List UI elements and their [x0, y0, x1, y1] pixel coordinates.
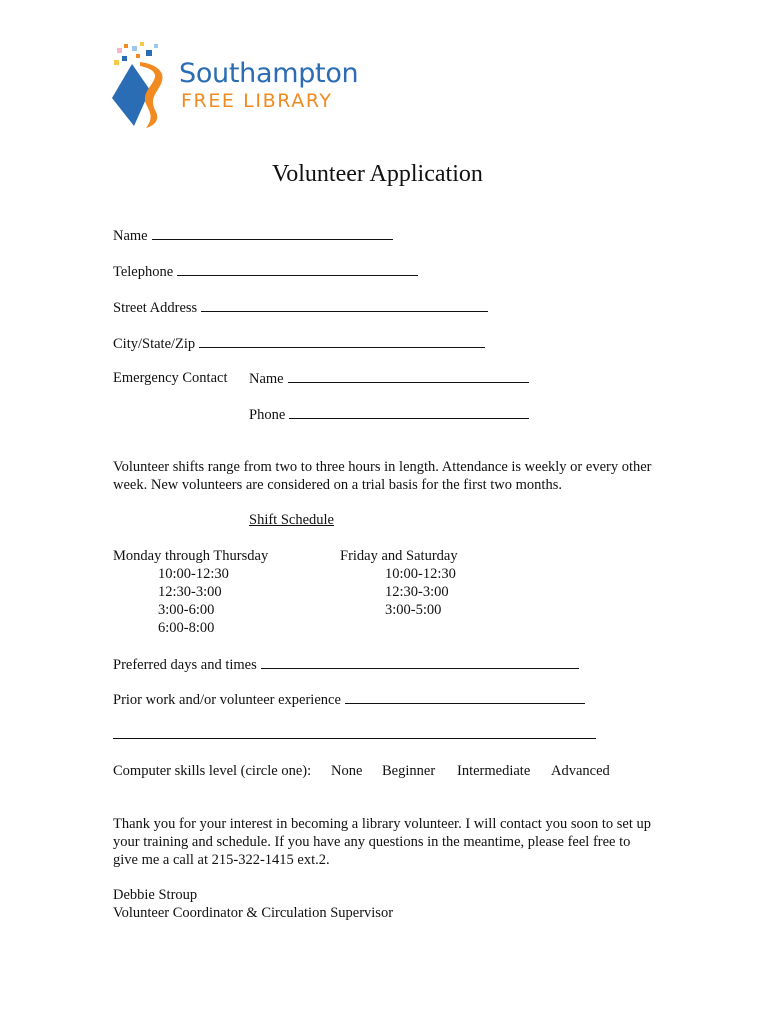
library-logo-mark-icon [110, 42, 180, 134]
emergency-phone-field [249, 405, 529, 424]
shift-schedule-heading: Shift Schedule [249, 512, 334, 528]
weekday-time: 12:30-3:00 [158, 584, 222, 600]
city-state-zip-field [113, 334, 485, 353]
telephone-label: Telephone [113, 264, 174, 280]
name-input-line[interactable] [152, 226, 393, 240]
telephone-field [113, 262, 418, 281]
weekday-time: 10:00-12:30 [158, 566, 229, 582]
emergency-name-input-line[interactable] [288, 369, 529, 383]
city-state-zip-label: City/State/Zip [113, 336, 196, 352]
library-name-line1: Southampton [179, 58, 359, 89]
street-address-label: Street Address [113, 300, 198, 316]
weekend-time: 12:30-3:00 [385, 584, 449, 600]
computer-skills-label: Computer skills level (circle one): [113, 763, 312, 779]
shifts-paragraph: Volunteer shifts range from two to three hours in length. Attendance is weekly or every other week. New volunteers are considered on a trial basis for the first two months. [113, 459, 652, 493]
street-address-field [113, 298, 488, 317]
signature-name: Debbie Stroup [113, 887, 198, 903]
telephone-input-line[interactable] [177, 262, 418, 276]
preferred-times-label: Preferred days and times [113, 657, 257, 673]
library-name-line2: FREE LIBRARY [181, 90, 333, 112]
city-state-zip-input-line[interactable] [199, 334, 485, 348]
street-address-input-line[interactable] [201, 298, 488, 312]
weekday-time: 6:00-8:00 [158, 620, 215, 636]
skill-option-intermediate[interactable]: Intermediate [457, 763, 531, 779]
page-title: Volunteer Application [272, 161, 483, 187]
emergency-contact-label: Emergency Contact [113, 370, 228, 386]
skill-option-beginner[interactable]: Beginner [382, 763, 436, 779]
prior-experience-field [113, 690, 585, 709]
emergency-name-label: Name [249, 371, 284, 387]
weekend-label: Friday and Saturday [340, 548, 458, 564]
name-label: Name [113, 228, 148, 244]
emergency-name-field [249, 369, 529, 388]
emergency-phone-label: Phone [249, 407, 286, 423]
name-field [113, 226, 393, 245]
preferred-times-input-line[interactable] [261, 655, 579, 669]
prior-experience-input-line[interactable] [345, 690, 585, 704]
emergency-phone-input-line[interactable] [289, 405, 529, 419]
library-logo [110, 42, 390, 134]
signature-role: Volunteer Coordinator & Circulation Supervisor [113, 905, 394, 921]
weekday-time: 3:00-6:00 [158, 602, 215, 618]
weekday-label: Monday through Thursday [113, 548, 269, 564]
skill-option-none[interactable]: None [331, 763, 363, 779]
weekend-time: 10:00-12:30 [385, 566, 456, 582]
prior-experience-extra-line[interactable] [113, 738, 596, 739]
preferred-times-field [113, 655, 579, 674]
weekend-time: 3:00-5:00 [385, 602, 442, 618]
skill-option-advanced[interactable]: Advanced [551, 763, 610, 779]
thanks-paragraph: Thank you for your interest in becoming a library volunteer. I will contact you soon to set up your training and schedule. If you have any questions in the meantime, please feel free to give me a call at 215-322-1415 ext.2. [113, 816, 651, 868]
prior-experience-label: Prior work and/or volunteer experience [113, 692, 341, 708]
